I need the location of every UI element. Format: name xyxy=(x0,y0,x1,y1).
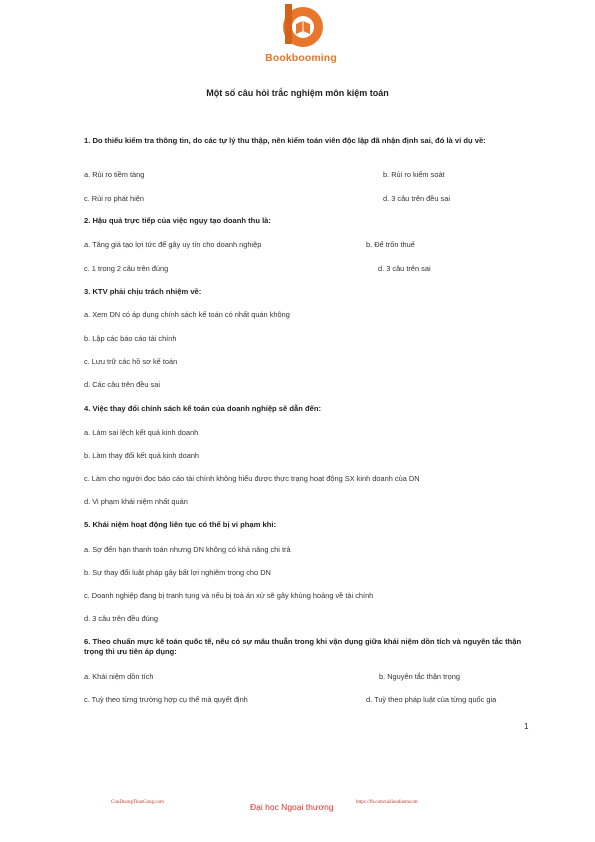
question-5: 5. Khái niệm hoạt động liên tục có thể bị vi phạm khi: xyxy=(84,520,276,529)
q5-option-b: b. Sự thay đổi luật pháp gây bất lợi nghiêm trọng cho DN xyxy=(84,568,271,577)
question-3: 3. KTV phải chịu trách nhiệm về: xyxy=(84,287,202,296)
q1-option-b: b. Rủi ro kiểm soát xyxy=(383,170,445,179)
q4-option-a: a. Làm sai lệch kết quả kinh doanh xyxy=(84,428,199,437)
q2-option-a: a. Tăng giá tạo lợi tức để gây uy tín cho doanh nghiệp xyxy=(84,240,262,249)
q4-option-c: c. Làm cho người đọc báo cáo tài chính không hiểu được thực trạng hoạt động SX kinh doanh của DN xyxy=(84,474,420,483)
page-title: Một số câu hỏi trắc nghiệm môn kiệm toán xyxy=(206,88,389,98)
q4-option-d: d. Vi phạm khái niệm nhất quán xyxy=(84,497,188,506)
footer-left-link[interactable]: CuuDuongThanCong.com xyxy=(111,800,164,805)
book-b-logo-icon xyxy=(265,2,337,54)
q3-option-a: a. Xem DN có áp dụng chính sách kế toán có nhất quán không xyxy=(84,310,290,319)
q5-option-d: d. 3 câu trên đều đúng xyxy=(84,614,158,623)
q3-option-b: b. Lập các báo cáo tài chính xyxy=(84,334,177,343)
q6-option-b: b. Nguyên tắc thận trọng xyxy=(379,672,460,681)
question-2: 2. Hậu quả trực tiếp của việc ngụy tạo doanh thu là: xyxy=(84,216,271,225)
q1-option-a: a. Rủi ro tiềm tàng xyxy=(84,170,145,179)
q2-option-b: b. Để trốn thuế xyxy=(366,240,415,249)
q6-option-c: c. Tuỳ theo từng trường hợp cụ thể mà quyết định xyxy=(84,695,248,704)
q6-option-d: d. Tuỳ theo pháp luật của từng quốc gia xyxy=(366,695,497,704)
brand-logo xyxy=(265,2,337,68)
q3-option-d: d. Các câu trên đều sai xyxy=(84,380,161,389)
question-1: 1. Do thiếu kiểm tra thông tin, do các tự lý thu thập, nên kiểm toán viên độc lập đã nhận định sai, đó là ví dụ về: xyxy=(84,136,486,145)
q1-option-c: c. Rủi ro phát hiện xyxy=(84,194,144,203)
q1-option-d: d. 3 câu trên đều sai xyxy=(383,194,450,203)
q5-option-a: a. Sợ đến hạn thanh toán nhưng DN không có khả năng chi trả xyxy=(84,545,291,554)
q2-option-d: d. 3 câu trên sai xyxy=(378,264,431,273)
brand-name: Bookbooming xyxy=(265,52,337,64)
q5-option-c: c. Doanh nghiệp đang bị tranh tụng và nếu bị toà án xử sẽ gây khủng hoảng về tài chính xyxy=(84,591,374,600)
q4-option-b: b. Làm thay đổi kết quả kinh doanh xyxy=(84,451,200,460)
footer-right-link[interactable]: https://fb.com/tailieudientucntt xyxy=(356,800,418,805)
q3-option-c: c. Lưu trữ các hồ sơ kế toán xyxy=(84,357,178,366)
footer-university: Đại học Ngoại thương xyxy=(250,802,334,812)
q2-option-c: c. 1 trong 2 câu trên đúng xyxy=(84,264,169,273)
question-4: 4. Việc thay đổi chính sách kế toán của doanh nghiệp sẽ dẫn đến: xyxy=(84,404,322,413)
q6-option-a: a. Khái niệm dồn tích xyxy=(84,672,154,681)
question-6: 6. Theo chuẩn mực kế toán quốc tế, nếu có sự mâu thuẫn trong khi vận dụng giữa khái niệm dồn tích và nguyên tắc thận trọng thì ưu tiên áp dụng: xyxy=(84,637,522,656)
page-number: 1 xyxy=(524,722,529,731)
